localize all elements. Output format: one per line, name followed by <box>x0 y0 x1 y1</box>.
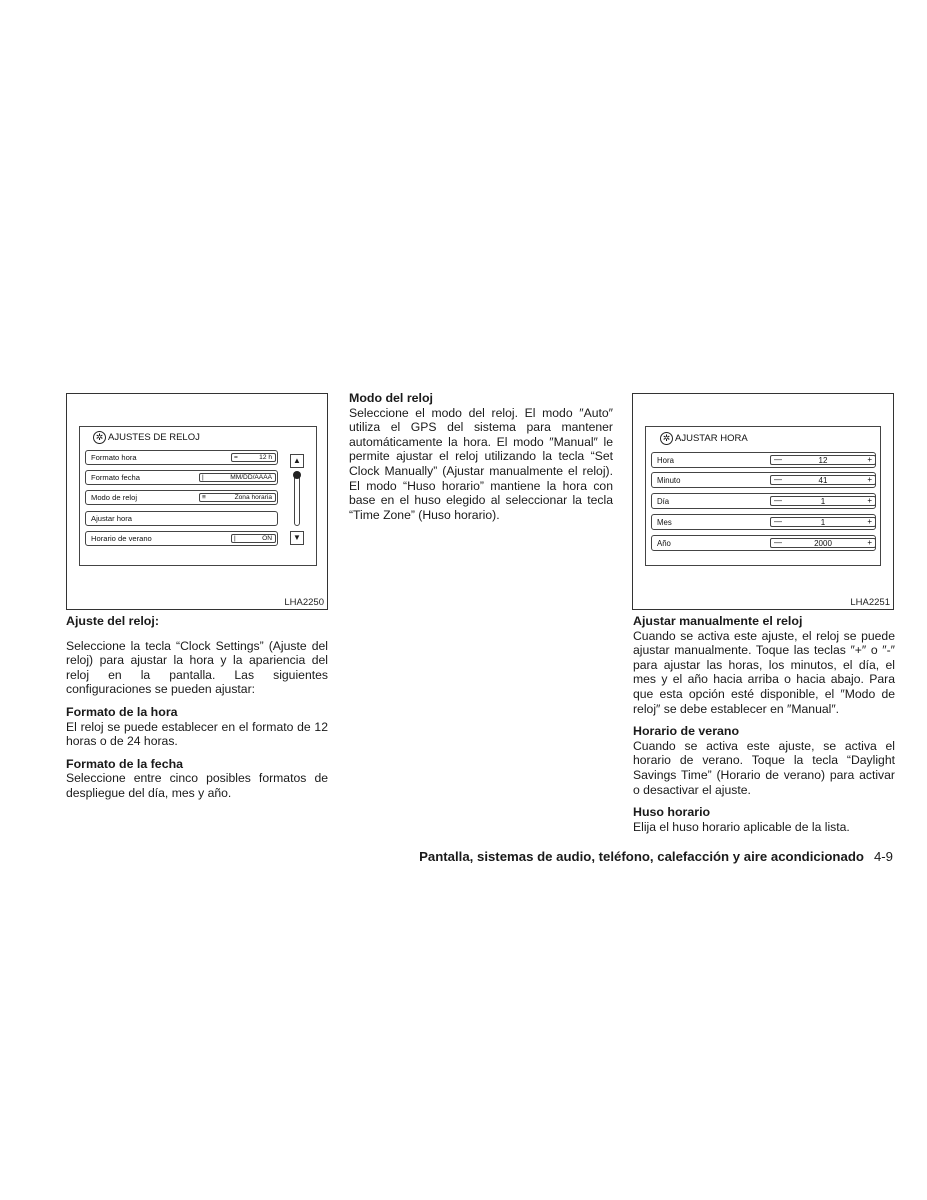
scrollbar[interactable] <box>294 472 300 526</box>
section-heading: Horario de verano <box>633 724 740 739</box>
paragraph: El reloj se puede establecer en el formato de 12 horas o de 24 horas. <box>66 719 328 749</box>
page-footer <box>419 849 893 864</box>
time-stepper[interactable]: — 1 + <box>770 496 876 506</box>
setting-row-clock-mode[interactable]: Modo de reloj ≡ Zona horaria <box>85 490 278 505</box>
time-stepper[interactable]: — 1 + <box>770 517 876 527</box>
time-row-day: Día — 1 + <box>651 493 876 509</box>
minus-button[interactable]: — <box>774 455 782 464</box>
plus-button[interactable]: + <box>867 475 872 484</box>
gear-icon: ✲ <box>660 432 673 445</box>
section-heading: Ajuste del reloj: <box>66 614 159 628</box>
section-heading: Huso horario <box>633 805 711 820</box>
paragraph: Seleccione entre cinco posibles formatos de despliegue del día, mes y año. <box>66 771 328 800</box>
figure-set-time <box>632 393 894 610</box>
section-heading: Formato de la hora <box>66 704 178 719</box>
setting-row-dst[interactable]: Horario de verano | ON <box>85 531 278 546</box>
footer-title: Pantalla, sistemas de audio, teléfono, calefacción y aire acondicionado <box>419 849 864 864</box>
setting-value: = 12 h <box>231 453 276 462</box>
setting-value: | MM/DD/AAAA <box>199 473 276 482</box>
screen-title: ✲ AJUSTAR HORA <box>660 432 748 445</box>
scroll-down-button[interactable]: ▼ <box>290 531 304 545</box>
plus-button[interactable]: + <box>867 538 872 547</box>
setting-value: | ON <box>231 534 276 543</box>
minus-button[interactable]: — <box>774 496 782 505</box>
minus-button[interactable]: — <box>774 517 782 526</box>
setting-row-date-format[interactable]: Formato fecha | MM/DD/AAAA <box>85 470 278 485</box>
setting-row-time-format[interactable]: Formato hora = 12 h <box>85 450 278 465</box>
left-column <box>66 614 328 801</box>
setting-row-set-time[interactable]: Ajustar hora <box>85 511 278 526</box>
time-row-month: Mes — 1 + <box>651 514 876 530</box>
time-stepper[interactable]: — 41 + <box>770 475 876 485</box>
paragraph: Seleccione el modo del reloj. El modo ″Auto″ utiliza el GPS del sistema para mantener automáticamente la hora. El modo ″Manual″ le permite ajustar el reloj utilizando la tecla “Set Clock Manually” (Ajustar manualmente el reloj). El modo “Huso horario” mantiene la hora con base en el huso elegido al seleccionar la tecla “Time Zone” (Huso horario). <box>349 405 613 522</box>
screen-set-time <box>645 426 881 566</box>
page-number: 4-9 <box>873 849 893 864</box>
figure-code: LHA2250 <box>284 597 324 608</box>
scroll-up-button[interactable]: ▲ <box>290 454 304 468</box>
paragraph: Elija el huso horario aplicable de la lista. <box>633 819 850 834</box>
section-heading: Modo del reloj <box>349 391 433 405</box>
time-row-year: Año — 2000 + <box>651 535 876 551</box>
right-column <box>633 614 895 834</box>
paragraph: Seleccione la tecla “Clock Settings” (Ajuste del reloj) para ajustar la hora y la apariencia del reloj en la pantalla. Las siguientes configuraciones se pueden ajustar: <box>66 638 328 697</box>
setting-value: ≡ Zona horaria <box>199 493 276 502</box>
scroll-thumb[interactable] <box>293 471 301 479</box>
time-row-hour: Hora — 12 + <box>651 452 876 468</box>
section-heading: Formato de la fecha <box>66 756 184 771</box>
screen-title: ✲ AJUSTES DE RELOJ <box>93 431 200 444</box>
screen-clock-settings <box>79 426 317 566</box>
plus-button[interactable]: + <box>867 455 872 464</box>
time-stepper[interactable]: — 12 + <box>770 455 876 465</box>
section-heading: Ajustar manualmente el reloj <box>633 614 803 628</box>
middle-column <box>349 391 613 522</box>
figure-clock-settings <box>66 393 328 610</box>
minus-button[interactable]: — <box>774 538 782 547</box>
gear-icon: ✲ <box>93 431 106 444</box>
paragraph: Cuando se activa este ajuste, se activa el horario de verano. Toque la tecla “Daylight Savings Time” (Horario de verano) para activar o desactivar el ajuste. <box>633 738 895 797</box>
time-row-minute: Minuto — 41 + <box>651 472 876 488</box>
plus-button[interactable]: + <box>867 517 872 526</box>
figure-code: LHA2251 <box>850 597 890 608</box>
plus-button[interactable]: + <box>867 496 872 505</box>
paragraph: Cuando se activa este ajuste, el reloj se puede ajustar manualmente. Toque las teclas ″+″ o ″-″ para ajustar las horas, los minutos, el día, el mes y el año hacia arriba o hacia abajo. Para que esta opción esté disponible, el ″Modo de reloj″ se debe establecer en ″Manual″. <box>633 628 895 716</box>
minus-button[interactable]: — <box>774 475 782 484</box>
time-stepper[interactable]: — 2000 + <box>770 538 876 548</box>
